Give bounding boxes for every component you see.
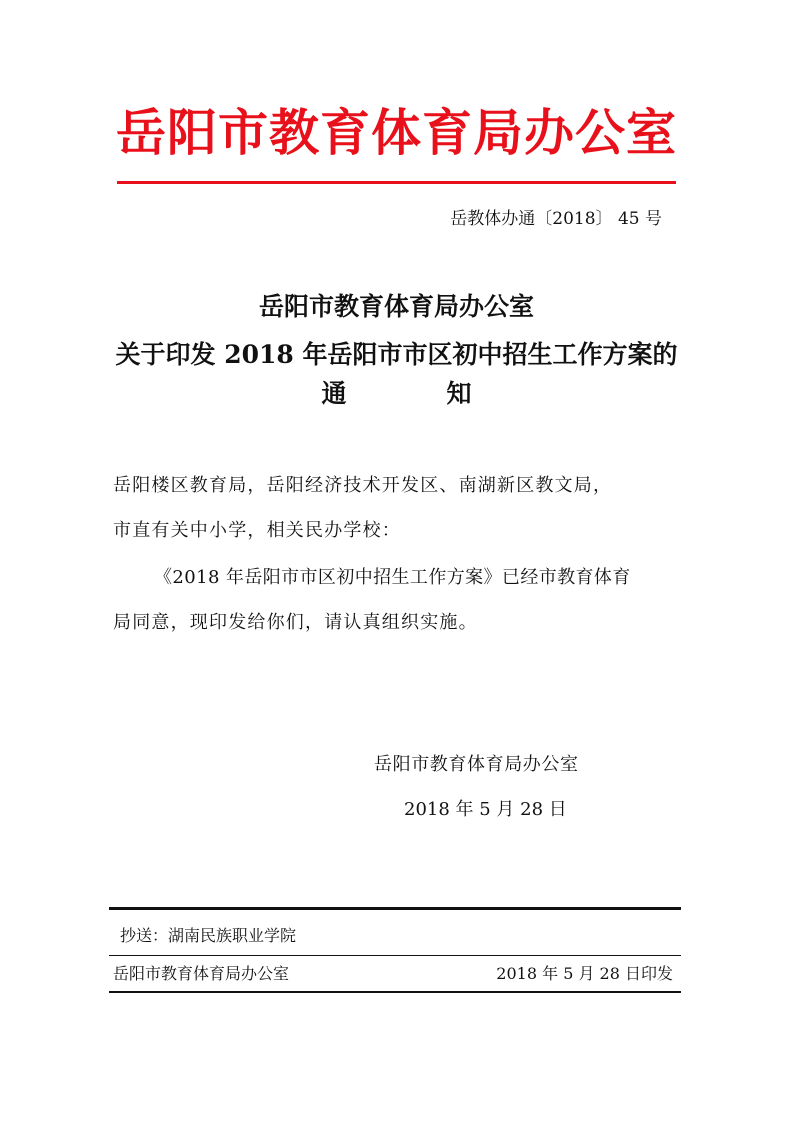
addressee-line-2: 市直有关中小学，相关民办学校： <box>113 520 401 541</box>
cc-line: 抄送：湖南民族职业学院 <box>120 926 297 945</box>
title-word-tong: 通 <box>321 379 347 408</box>
signature-issuer: 岳阳市教育体育局办公室 <box>374 754 579 775</box>
signature-date: 2018 年 5 月 28 日 <box>404 799 567 820</box>
footer-top-rule <box>109 907 681 910</box>
body-line-2: 局同意，现印发给你们，请认真组织实施。 <box>113 612 478 633</box>
addressee-line-1: 岳阳楼区教育局，岳阳经济技术开发区、南湖新区教文局， <box>113 475 613 496</box>
footer-print-date: 2018 年 5 月 28 日印发 <box>496 964 673 983</box>
document-title-line-1: 岳阳市教育体育局办公室 <box>258 292 534 321</box>
footer-bottom-rule <box>109 991 681 993</box>
footer-middle-rule <box>109 955 681 956</box>
document-number: 岳教体办通〔2018〕 45 号 <box>450 209 662 229</box>
document-title-line-2: 关于印发 2018 年岳阳市市区初中招生工作方案的 <box>115 340 678 369</box>
title-word-zhi: 知 <box>446 379 472 408</box>
letterhead-red-rule <box>117 181 676 184</box>
letterhead-title: 岳阳市教育体育局办公室 <box>116 103 677 162</box>
footer-issuer: 岳阳市教育体育局办公室 <box>113 964 290 983</box>
document-title-line-3 <box>0 377 793 411</box>
body-line-1: 《2018 年岳阳市市区初中招生工作方案》已经市教育体育 <box>154 567 631 588</box>
